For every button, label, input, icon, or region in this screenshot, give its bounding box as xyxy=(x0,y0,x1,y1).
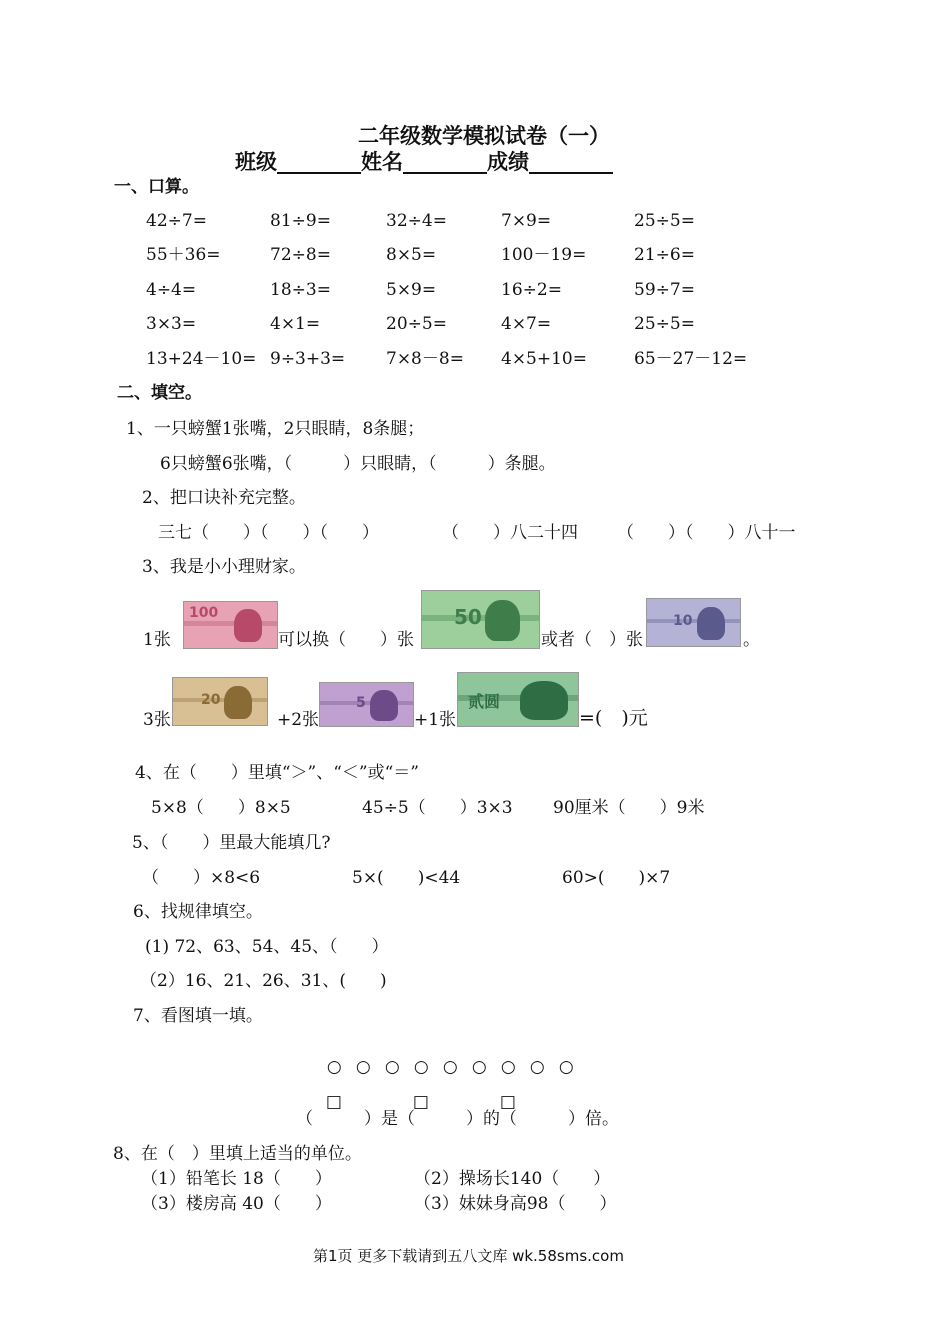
question-5-text: 5、（ ）里最大能填几? xyxy=(132,833,331,853)
money-text: 。 xyxy=(743,630,760,650)
calc-item: 100－19= xyxy=(501,245,587,265)
question-2-item: （ ）（ ）八十一 xyxy=(617,523,796,543)
calc-item: 42÷7= xyxy=(146,211,207,231)
circle-shape: ○ xyxy=(326,1057,342,1077)
question-7-text: 7、看图填一填。 xyxy=(133,1006,263,1026)
calc-item: 21÷6= xyxy=(634,245,695,265)
calc-item: 25÷5= xyxy=(634,211,695,231)
calc-item: 72÷8= xyxy=(270,245,331,265)
calc-item: 55＋36= xyxy=(146,245,221,265)
circle-shape: ○ xyxy=(384,1057,400,1077)
compare-item: 45÷5（ ）3×3 xyxy=(362,798,513,818)
calc-item: 18÷3= xyxy=(270,280,331,300)
calc-item: 5×9= xyxy=(386,280,437,300)
circle-shape: ○ xyxy=(471,1057,487,1077)
calc-item: 65－27－12= xyxy=(634,349,748,369)
question-3-text: 3、我是小小理财家。 xyxy=(142,557,306,577)
calc-item: 32÷4= xyxy=(386,211,447,231)
calc-item: 4÷4= xyxy=(146,280,197,300)
square-shape: □ xyxy=(325,1092,342,1112)
banknote-10-image: 10 xyxy=(646,598,741,647)
pattern-item: （2）16、21、26、31、( ) xyxy=(140,971,387,991)
pattern-item: (1) 72、63、54、45、（ ） xyxy=(145,937,389,957)
circle-shape: ○ xyxy=(413,1057,429,1077)
circle-shape: ○ xyxy=(558,1057,574,1077)
calc-item: 59÷7= xyxy=(634,280,695,300)
circle-shape: ○ xyxy=(442,1057,458,1077)
question-1-text: 1、一只螃蟹1张嘴，2只眼睛，8条腿； xyxy=(126,419,425,439)
money-text: 可以换（ ）张 xyxy=(278,630,414,650)
max-fill-item: 60>( )×7 xyxy=(562,868,671,888)
square-shape: □ xyxy=(412,1092,429,1112)
square-row xyxy=(315,1077,587,1111)
question-2-item: 三七（ ）（ ）（ ） xyxy=(158,523,379,543)
question-2-item: （ ）八二十四 xyxy=(442,523,578,543)
banknote-2-yuan-image: 贰圆 xyxy=(457,672,579,727)
calc-item: 16÷2= xyxy=(501,280,562,300)
banknote-20-image: 20 xyxy=(172,677,268,726)
money-text: +1张 xyxy=(414,710,457,730)
calc-item: 4×7= xyxy=(501,314,552,334)
banknote-5-image: 5 xyxy=(319,682,414,727)
compare-item: 5×8（ ）8×5 xyxy=(151,798,291,818)
unit-item: （3）楼房高 40（ ） xyxy=(141,1194,332,1214)
circle-shape: ○ xyxy=(529,1057,545,1077)
calc-item: 8×5= xyxy=(386,245,437,265)
question-4-text: 4、在（ ）里填“＞”、“＜”或“＝” xyxy=(135,763,419,783)
calc-item: 4×5+10= xyxy=(501,349,587,369)
question-7-sentence: （ ）是（ ）的（ ）倍。 xyxy=(296,1109,619,1129)
question-8-text: 8、在（ ）里填上适当的单位。 xyxy=(113,1144,362,1164)
money-text: +2张 xyxy=(277,710,320,730)
section2-heading: 二、填空。 xyxy=(117,383,202,403)
calc-item: 13+24－10= xyxy=(146,349,257,369)
square-shape: □ xyxy=(499,1092,516,1112)
circle-row xyxy=(316,1042,588,1076)
calc-item: 81÷9= xyxy=(270,211,331,231)
max-fill-item: 5×( )<44 xyxy=(352,868,461,888)
circle-shape: ○ xyxy=(355,1057,371,1077)
calc-item: 7×8－8= xyxy=(386,349,464,369)
calc-item: 20÷5= xyxy=(386,314,447,334)
compare-item: 90厘米（ ）9米 xyxy=(553,798,705,818)
calc-item: 3×3= xyxy=(146,314,197,334)
question-6-text: 6、找规律填空。 xyxy=(133,902,263,922)
calc-item: 7×9= xyxy=(501,211,552,231)
unit-item: （1）铅笔长 18（ ） xyxy=(141,1169,332,1189)
unit-item: （2）操场长140（ ） xyxy=(414,1169,611,1189)
banknote-50-image: 50 xyxy=(421,590,540,649)
page-footer: 第1页 更多下载请到五八文库 wk.58sms.com xyxy=(313,1247,624,1265)
money-total: =( )元 xyxy=(579,707,648,729)
calc-item: 4×1= xyxy=(270,314,321,334)
question-1-blanks: 6只螃蟹6张嘴，（ ）只眼睛，（ ）条腿。 xyxy=(160,454,556,474)
max-fill-item: （ ）×8<6 xyxy=(142,868,261,888)
question-2-text: 2、把口诀补充完整。 xyxy=(142,488,306,508)
money-text: 或者（ ）张 xyxy=(541,630,643,650)
page-title: 二年级数学模拟试卷（一） xyxy=(358,123,610,148)
money-text: 3张 xyxy=(143,710,171,730)
unit-item: （3）妹妹身高98（ ） xyxy=(414,1194,617,1214)
money-text: 1张 xyxy=(143,630,171,650)
calc-item: 9÷3+3= xyxy=(270,349,346,369)
banknote-100-image: 100 xyxy=(183,601,278,649)
section1-heading: 一、口算。 xyxy=(114,177,199,197)
circle-shape: ○ xyxy=(500,1057,516,1077)
calc-item: 25÷5= xyxy=(634,314,695,334)
student-info-fields: 班级________姓名________成绩________ xyxy=(235,149,613,174)
